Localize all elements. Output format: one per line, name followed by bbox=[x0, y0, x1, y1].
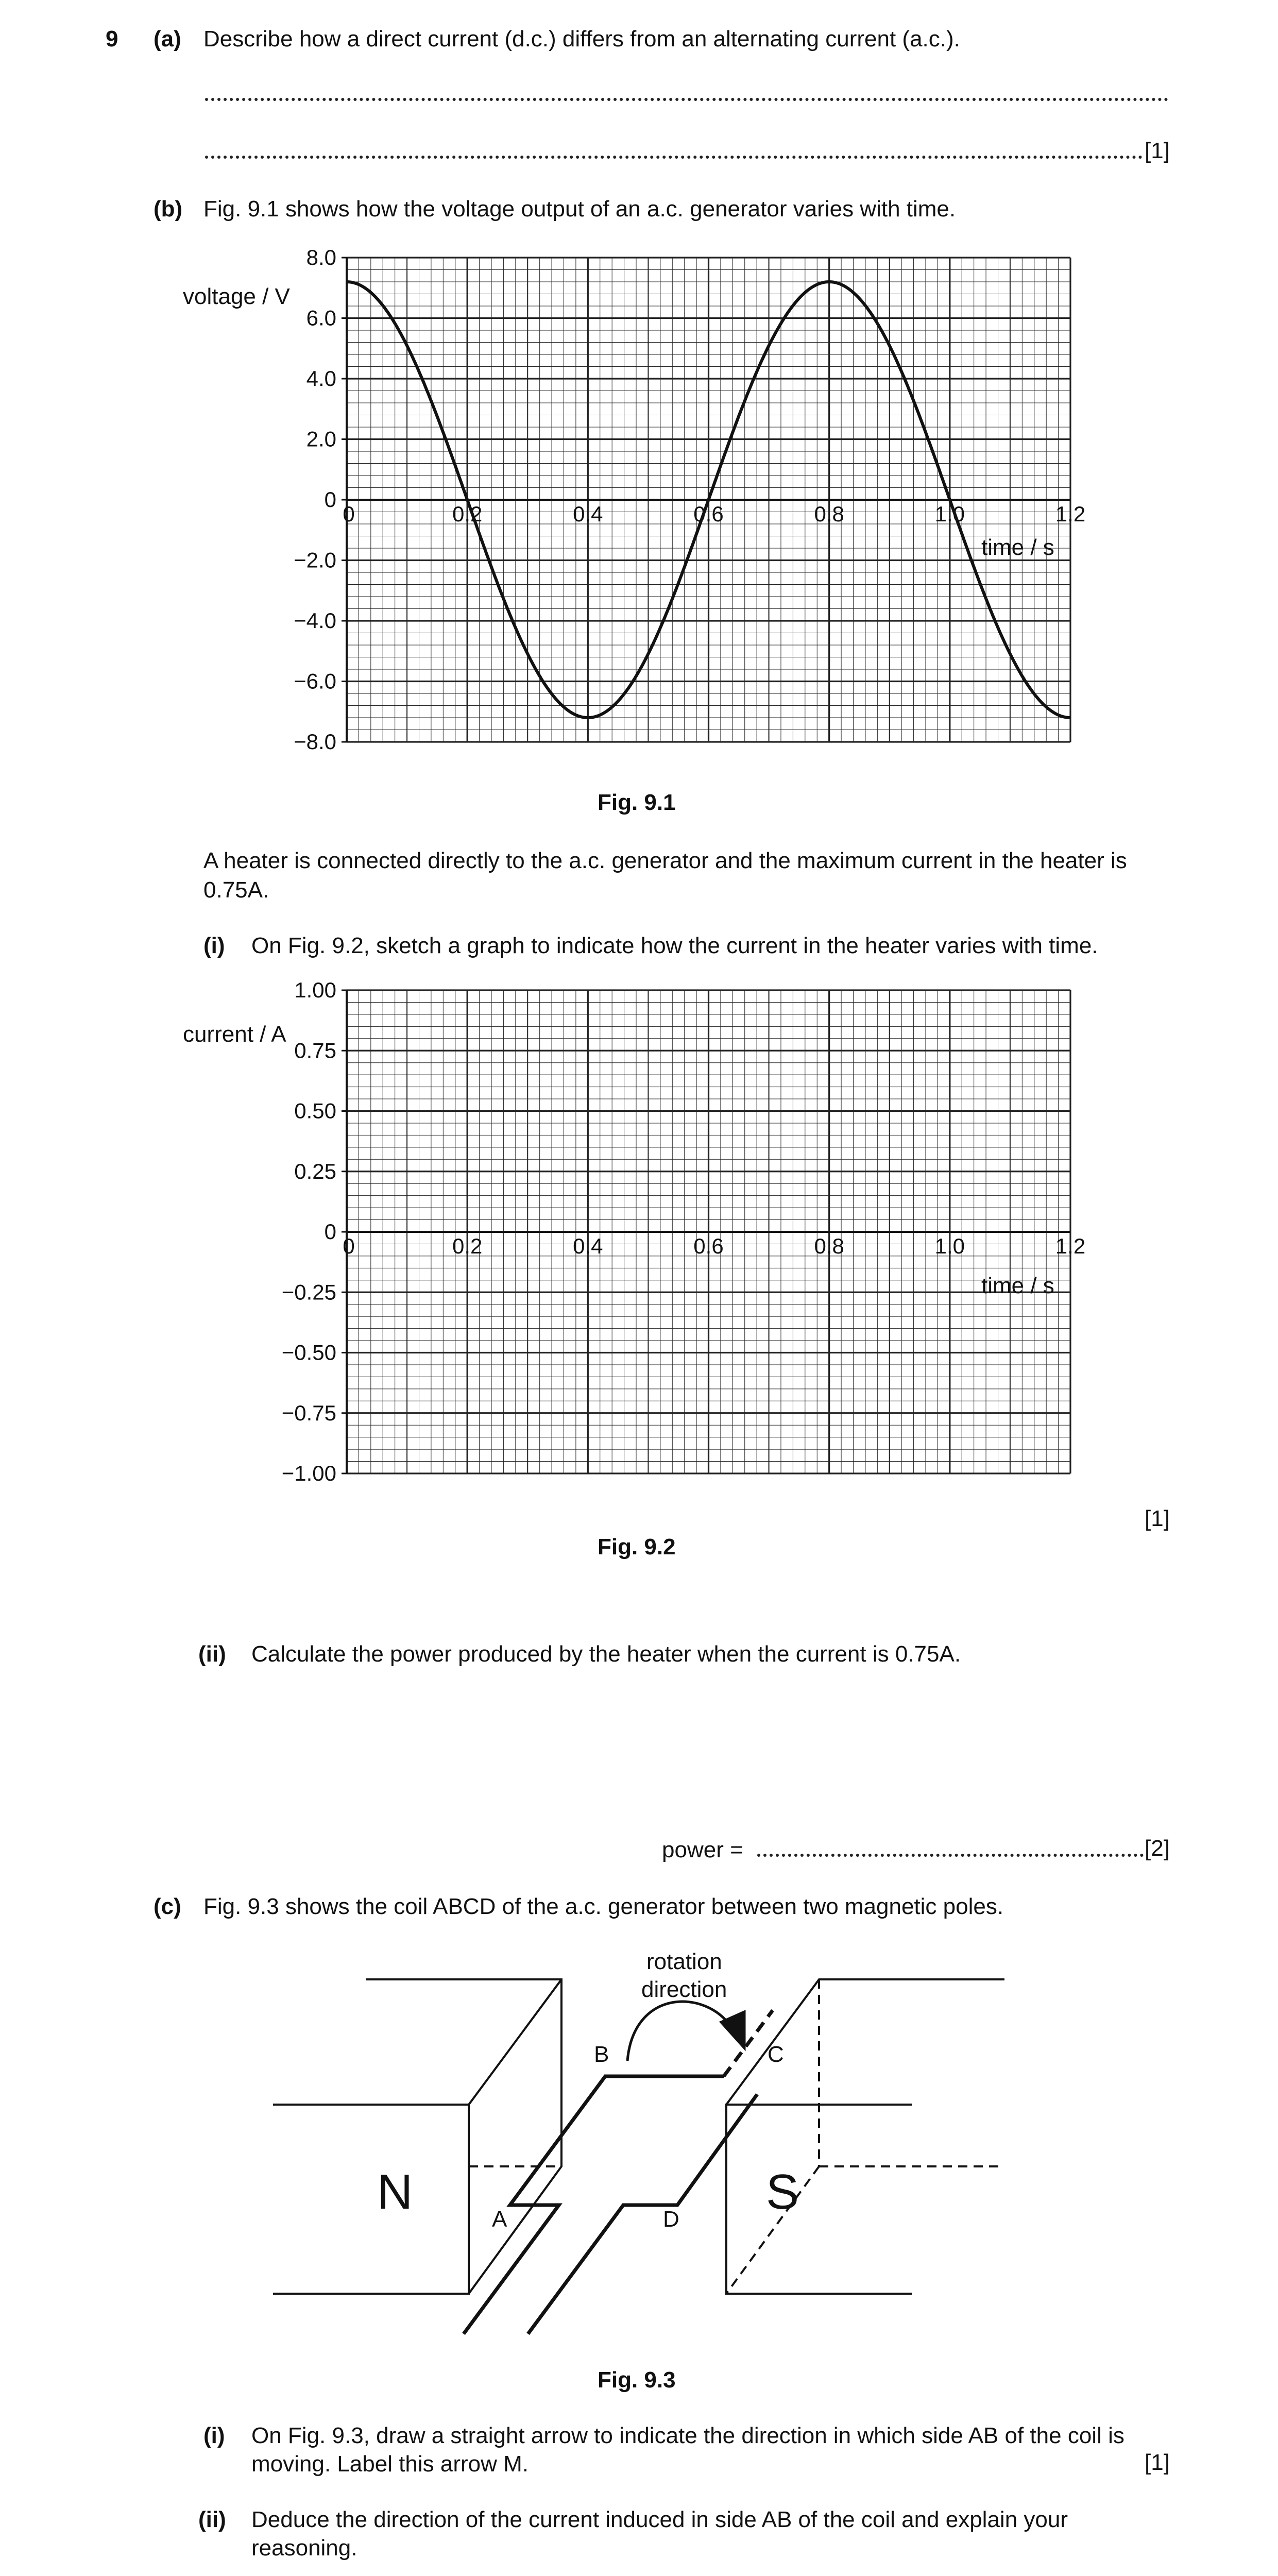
y-tick-label: −4.0 bbox=[294, 608, 336, 633]
pole-s-label: S bbox=[766, 2164, 799, 2219]
part-a-text: Describe how a direct current (d.c.) differs from an alternating current (a.c.). bbox=[203, 26, 960, 52]
x-tick-label: 0.2 bbox=[452, 502, 483, 526]
y-tick-label: −2.0 bbox=[294, 548, 336, 572]
x-tick-label: 0.4 bbox=[573, 502, 603, 526]
rotation-label-2: direction bbox=[641, 1977, 727, 2002]
y-tick-label: 0.75 bbox=[294, 1038, 336, 1063]
current-time-chart[interactable] bbox=[0, 969, 1278, 1515]
answer-line-a1[interactable] bbox=[205, 98, 1168, 101]
fig2-xlabel: time / s bbox=[981, 1273, 1054, 1298]
part-c-intro: Fig. 9.3 shows the coil ABCD of the a.c. generator between two magnetic poles. bbox=[203, 1894, 1004, 1919]
part-b-label: (b) bbox=[154, 196, 183, 222]
y-tick-label: 6.0 bbox=[306, 306, 336, 330]
part-c-ii-text2: reasoning. bbox=[251, 2535, 357, 2561]
rotation-label-1: rotation bbox=[646, 1949, 722, 1974]
mark-b-ii: [2] bbox=[1145, 1836, 1170, 1861]
fig1-xlabel: time / s bbox=[981, 535, 1054, 560]
x-tick-label: 0 bbox=[343, 1234, 355, 1258]
x-tick-label: 0.6 bbox=[693, 1234, 724, 1258]
answer-line-a2[interactable] bbox=[205, 156, 1143, 159]
x-tick-label: 1.2 bbox=[1055, 1234, 1086, 1258]
part-b-ii-label: (ii) bbox=[198, 1641, 226, 1667]
question-number: 9 bbox=[106, 26, 118, 52]
fig3-caption: Fig. 9.3 bbox=[598, 2367, 676, 2393]
y-tick-label: 8.0 bbox=[306, 245, 336, 269]
y-tick-label: −1.00 bbox=[281, 1461, 336, 1485]
x-tick-label: 1.2 bbox=[1055, 502, 1086, 526]
part-c-i-text1: On Fig. 9.3, draw a straight arrow to indicate the direction in which side AB of the coil is bbox=[251, 2423, 1124, 2448]
part-b-ii-text: Calculate the power produced by the heater when the current is 0.75A. bbox=[251, 1641, 961, 1667]
fig2-ylabel: current / A bbox=[183, 1022, 286, 1047]
x-tick-label: 0 bbox=[343, 502, 355, 526]
x-tick-label: 0.8 bbox=[814, 502, 844, 526]
y-tick-label: 0 bbox=[324, 487, 336, 512]
fig1-ylabel: voltage / V bbox=[183, 284, 290, 309]
x-tick-label: 0.8 bbox=[814, 1234, 844, 1258]
south-pole-magnet bbox=[726, 1979, 1004, 2294]
north-pole-magnet bbox=[273, 1979, 561, 2294]
x-tick-label: 1.0 bbox=[934, 502, 965, 526]
mark-a: [1] bbox=[1145, 138, 1170, 163]
y-tick-label: −0.50 bbox=[281, 1340, 336, 1365]
part-b-i-label: (i) bbox=[203, 933, 225, 958]
mark-b-i: [1] bbox=[1145, 1506, 1170, 1531]
corner-c-label: C bbox=[768, 2042, 784, 2067]
y-tick-label: 0.25 bbox=[294, 1159, 336, 1183]
y-tick-label: −8.0 bbox=[294, 730, 336, 754]
y-tick-label: 2.0 bbox=[306, 427, 336, 451]
corner-a-label: A bbox=[492, 2207, 507, 2232]
y-tick-label: 4.0 bbox=[306, 366, 336, 391]
y-tick-label: 0.50 bbox=[294, 1098, 336, 1123]
fig2-caption: Fig. 9.2 bbox=[598, 1534, 676, 1560]
part-c-i-text2: moving. Label this arrow M. bbox=[251, 2451, 529, 2477]
part-c-ii-label: (ii) bbox=[198, 2507, 226, 2532]
part-b-intro: Fig. 9.1 shows how the voltage output of an a.c. generator varies with time. bbox=[203, 196, 956, 222]
fig1-caption: Fig. 9.1 bbox=[598, 790, 676, 815]
power-label: power = bbox=[662, 1837, 743, 1862]
corner-d-label: D bbox=[663, 2207, 679, 2232]
rotation-arrow bbox=[627, 2002, 744, 2061]
part-c-label: (c) bbox=[154, 1894, 181, 1919]
y-tick-label: 1.00 bbox=[294, 978, 336, 1002]
y-tick-label: −6.0 bbox=[294, 669, 336, 693]
corner-b-label: B bbox=[594, 2042, 609, 2067]
y-tick-label: −0.75 bbox=[281, 1400, 336, 1425]
generator-coil-diagram[interactable] bbox=[0, 1937, 1278, 2349]
part-c-i-label: (i) bbox=[203, 2423, 225, 2448]
mark-c-i: [1] bbox=[1145, 2450, 1170, 2475]
x-tick-label: 0.2 bbox=[452, 1234, 483, 1258]
y-tick-label: 0 bbox=[324, 1219, 336, 1244]
x-tick-label: 0.6 bbox=[693, 502, 724, 526]
y-tick-label: −0.25 bbox=[281, 1280, 336, 1304]
heater-text-line2: 0.75A. bbox=[203, 877, 269, 903]
part-c-ii-text1: Deduce the direction of the current induced in side AB of the coil and explain your bbox=[251, 2507, 1068, 2532]
part-a-label: (a) bbox=[154, 26, 181, 52]
heater-text-line1: A heater is connected directly to the a.c. generator and the maximum current in the heater is bbox=[203, 848, 1127, 873]
power-answer-line[interactable] bbox=[757, 1854, 1144, 1857]
x-tick-label: 0.4 bbox=[573, 1234, 603, 1258]
pole-n-label: N bbox=[377, 2164, 413, 2219]
x-tick-label: 1.0 bbox=[934, 1234, 965, 1258]
part-b-i-text: On Fig. 9.2, sketch a graph to indicate how the current in the heater varies with time. bbox=[251, 933, 1098, 958]
